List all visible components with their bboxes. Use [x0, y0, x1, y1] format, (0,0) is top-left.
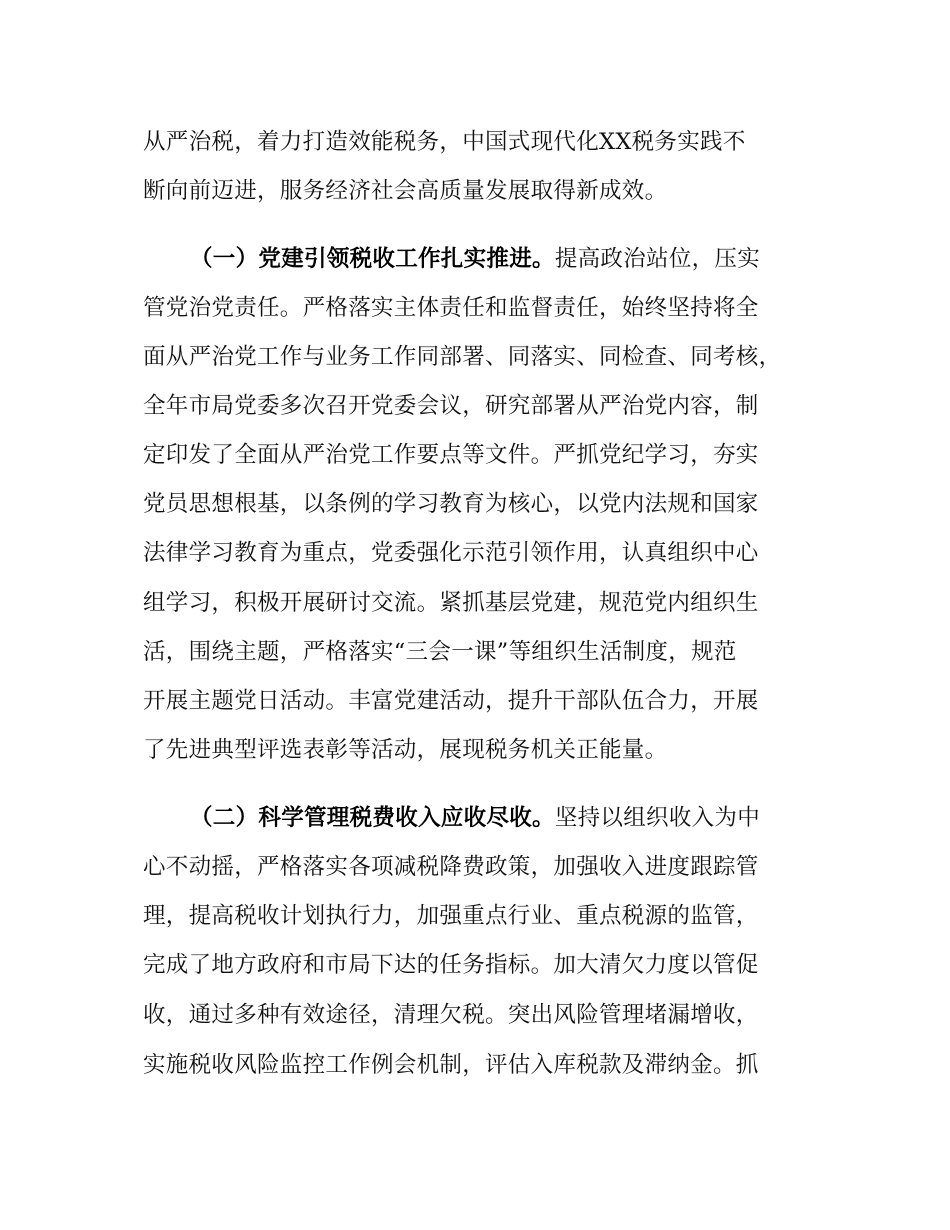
section1-line-6: 党员思想根基，以条例的学习教育为核心，以党内法规和国家 — [143, 491, 759, 517]
intro-line-2: 断向前迈进，服务经济社会高质量发展取得新成效。 — [143, 178, 668, 204]
section2-line-2: 心不动摇，严格落实各项减税降费政策，加强收入进度跟踪管 — [143, 854, 759, 880]
section2-first-line — [190, 803, 760, 833]
section1-line-4: 全年市局党委多次召开党委会议，研究部署从严治党内容，制 — [143, 393, 759, 419]
section1-line-2: 管党治党责任。严格落实主体责任和监督责任，始终坚持将全 — [143, 295, 759, 321]
section2-line-3: 理，提高税收计划执行力，加强重点行业、重点税源的监管， — [143, 903, 759, 929]
section1-line-11: 了先进典型评选表彰等活动，展现税务机关正能量。 — [143, 737, 668, 763]
section1-line-5: 定印发了全面从严治党工作要点等文件。严抓党纪学习，夯实 — [143, 442, 759, 468]
section1-line-7: 法律学习教育为重点，党委强化示范引领作用，认真组织中心 — [143, 540, 759, 566]
intro-line-1: 从严治税，着力打造效能税务，中国式现代化XX税务实践不 — [143, 129, 746, 155]
section1-line-9: 活，围绕主题，严格落实“三会一课”等组织生活制度，规范 — [143, 639, 737, 665]
section1-heading: （一）党建引领税收工作扎实推进。 — [190, 246, 555, 272]
section2-line-6: 实施税收风险监控工作例会机制，评估入库税款及滞纳金。抓 — [143, 1052, 759, 1078]
section2-heading: （二）科学管理税费收入应收尽收。 — [190, 805, 555, 831]
section2-line-1: 坚持以组织收入为中 — [554, 805, 761, 831]
section1-line-1: 提高政治站位，压实 — [554, 246, 761, 272]
section1-first-line — [190, 244, 760, 274]
section1-line-3: 面从严治党工作与业务工作同部署、同落实、同检查、同考核， — [143, 344, 782, 370]
section2-line-4: 完成了地方政府和市局下达的任务指标。加大清欠力度以管促 — [143, 952, 759, 978]
section1-line-8: 组学习，积极开展研讨交流。紧抓基层党建，规范党内组织生 — [143, 590, 759, 616]
section2-line-5: 收，通过多种有效途径，清理欠税。突出风险管理堵漏增收， — [143, 1002, 759, 1028]
section1-line-10: 开展主题党日活动。丰富党建活动，提升干部队伍合力，开展 — [143, 688, 759, 714]
